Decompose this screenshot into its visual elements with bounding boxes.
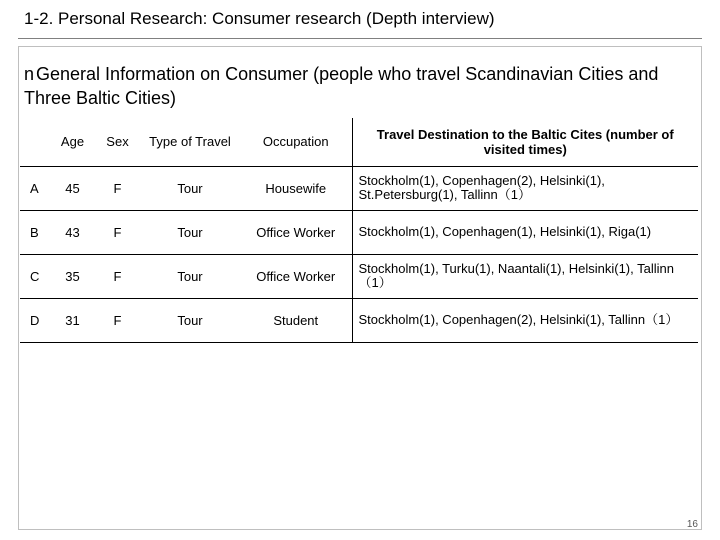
cell-age: 31 bbox=[50, 298, 95, 342]
cell-age: 35 bbox=[50, 254, 95, 298]
cell-id: B bbox=[20, 210, 50, 254]
cell-type: Tour bbox=[140, 298, 240, 342]
header-sex: Sex bbox=[95, 118, 140, 166]
cell-destination: Stockholm(1), Copenhagen(2), Helsinki(1), St.Petersburg(1), Tallinn（1） bbox=[352, 166, 698, 210]
cell-destination: Stockholm(1), Copenhagen(1), Helsinki(1), Riga(1) bbox=[352, 210, 698, 254]
cell-id: D bbox=[20, 298, 50, 342]
table-row bbox=[20, 210, 698, 254]
consumer-table bbox=[20, 118, 698, 343]
cell-destination: Stockholm(1), Copenhagen(2), Helsinki(1), Tallinn（1） bbox=[352, 298, 698, 342]
table-row bbox=[20, 298, 698, 342]
cell-type: Tour bbox=[140, 166, 240, 210]
table-header-row bbox=[20, 118, 698, 166]
cell-id: A bbox=[20, 166, 50, 210]
cell-id: C bbox=[20, 254, 50, 298]
cell-occupation: Student bbox=[240, 298, 352, 342]
title-divider bbox=[18, 38, 702, 39]
cell-type: Tour bbox=[140, 210, 240, 254]
cell-age: 45 bbox=[50, 166, 95, 210]
cell-occupation: Housewife bbox=[240, 166, 352, 210]
cell-sex: F bbox=[95, 298, 140, 342]
cell-age: 43 bbox=[50, 210, 95, 254]
cell-sex: F bbox=[95, 254, 140, 298]
section-heading-text: General Information on Consumer (people who travel Scandinavian Cities and Three Baltic Cities) bbox=[24, 64, 659, 108]
cell-destination: Stockholm(1), Turku(1), Naantali(1), Helsinki(1), Tallinn（1） bbox=[352, 254, 698, 298]
header-occupation: Occupation bbox=[240, 118, 352, 166]
table-row bbox=[20, 254, 698, 298]
header-type-of-travel: Type of Travel bbox=[140, 118, 240, 166]
header-age: Age bbox=[50, 118, 95, 166]
table-row bbox=[20, 166, 698, 210]
square-bullet-icon: n bbox=[24, 64, 35, 84]
page-number: 16 bbox=[686, 519, 698, 530]
slide-title: 1-2. Personal Research: Consumer research (Depth interview) bbox=[24, 9, 495, 28]
cell-type: Tour bbox=[140, 254, 240, 298]
section-heading bbox=[24, 62, 704, 110]
cell-sex: F bbox=[95, 166, 140, 210]
header-id bbox=[20, 118, 50, 166]
cell-occupation: Office Worker bbox=[240, 254, 352, 298]
cell-sex: F bbox=[95, 210, 140, 254]
header-travel-destination: Travel Destination to the Baltic Cites (number of visited times) bbox=[352, 118, 698, 166]
cell-occupation: Office Worker bbox=[240, 210, 352, 254]
